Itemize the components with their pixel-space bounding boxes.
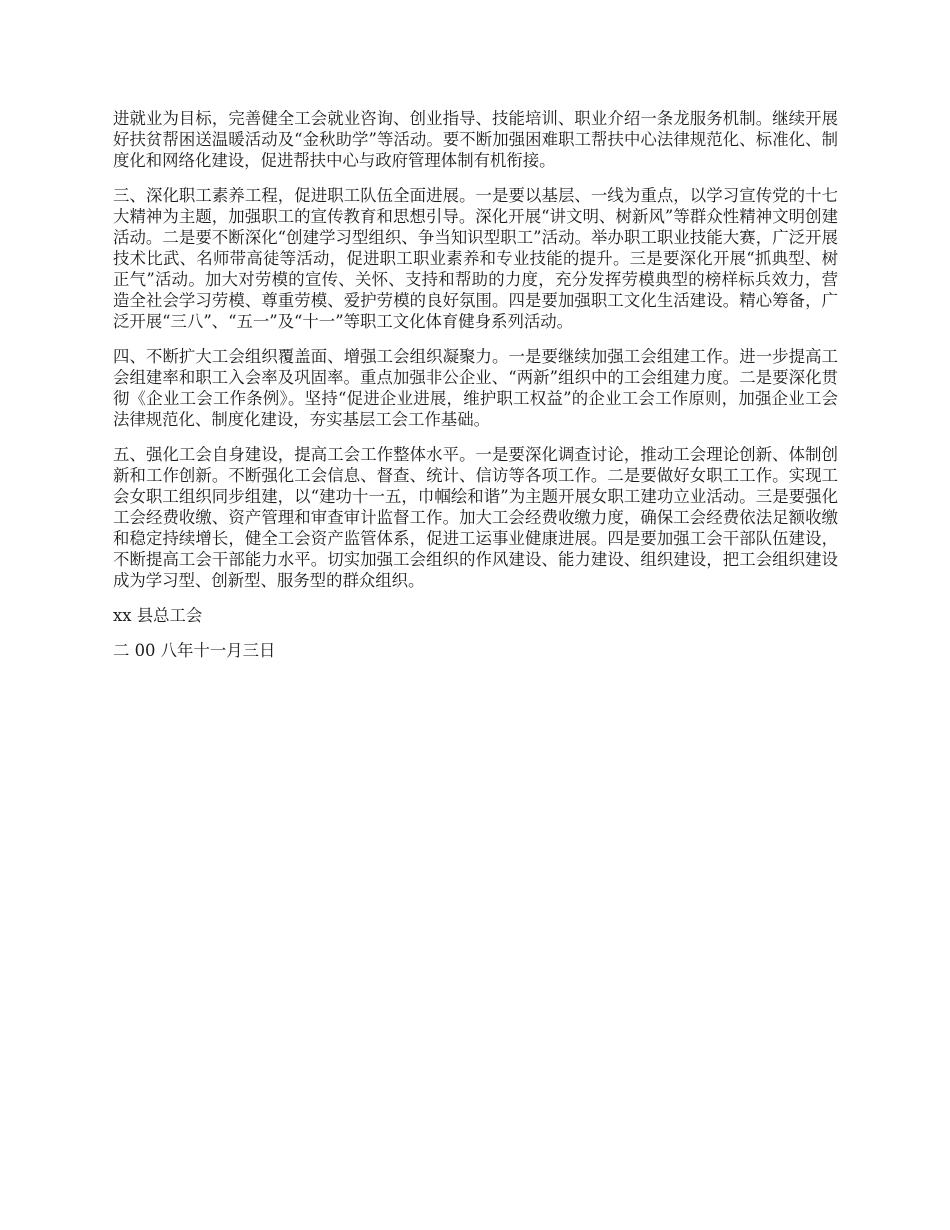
signature-date: 二 00 八年十一月三日 <box>113 641 276 660</box>
paragraph-section-three: 三、深化职工素养工程，促进职工队伍全面进展。一是要以基层、一线为重点，以学习宣传党的十七大精神为主题，加强职工的宣传教育和思想引导。深化开展“讲文明、树新风”等群众性精神文明创建活动。二是要不断深化“创建学习型组织、争当知识型职工”活动。举办职工职业技能大赛，广泛开展技术比武、名师带高徒等活动，促进职工职业素养和专业技能的提升。三是要深化开展“抓典型、树正气”活动。加大对劳模的宣传、关怀、支持和帮助的力度，充分发挥劳模典型的榜样标兵效力，营造全社会学习劳模、尊重劳模、爱护劳模的良好氛围。四是要加强职工文化生活建设。精心筹备，广泛开展“三八”、“五一”及“十一”等职工文化体育健身系列活动。 <box>113 186 838 331</box>
signature-organization: xx 县总工会 <box>113 606 203 625</box>
paragraph-section-four: 四、不断扩大工会组织覆盖面、增强工会组织凝聚力。一是要继续加强工会组建工作。进一步提高工会组建率和职工入会率及巩固率。重点加强非公企业、“两新”组织中的工会组建力度。二是要深化贯彻《企业工会工作条例》。坚持“促进企业进展，维护职工权益”的企业工会工作原则，加强企业工会法律规范化、制度化建设，夯实基层工会工作基础。 <box>113 347 838 429</box>
document-body <box>113 108 838 675</box>
paragraph-section-five: 五、强化工会自身建设，提高工会工作整体水平。一是要深化调查讨论，推动工会理论创新、体制创新和工作创新。不断强化工会信息、督查、统计、信访等各项工作。二是要做好女职工工作。实现工会女职工组织同步组建，以“建功十一五，巾帼绘和谐”为主题开展女职工建功立业活动。三是要强化工会经费收缴、资产管理和审查审计监督工作。加大工会经费收缴力度，确保工会经费依法足额收缴和稳定持续增长，健全工会资产监管体系，促进工运事业健康进展。四是要加强工会干部队伍建设，不断提高工会干部能力水平。切实加强工会组织的作风建设、能力建设、组织建设，把工会组织建设成为学习型、创新型、服务型的群众组织。 <box>113 445 838 590</box>
paragraph-employment: 进就业为目标，完善健全工会就业咨询、创业指导、技能培训、职业介绍一条龙服务机制。继续开展好扶贫帮困送温暖活动及“金秋助学”等活动。要不断加强困难职工帮扶中心法律规范化、标准化、制度化和网络化建设，促进帮扶中心与政府管理体制有机衔接。 <box>113 109 838 170</box>
